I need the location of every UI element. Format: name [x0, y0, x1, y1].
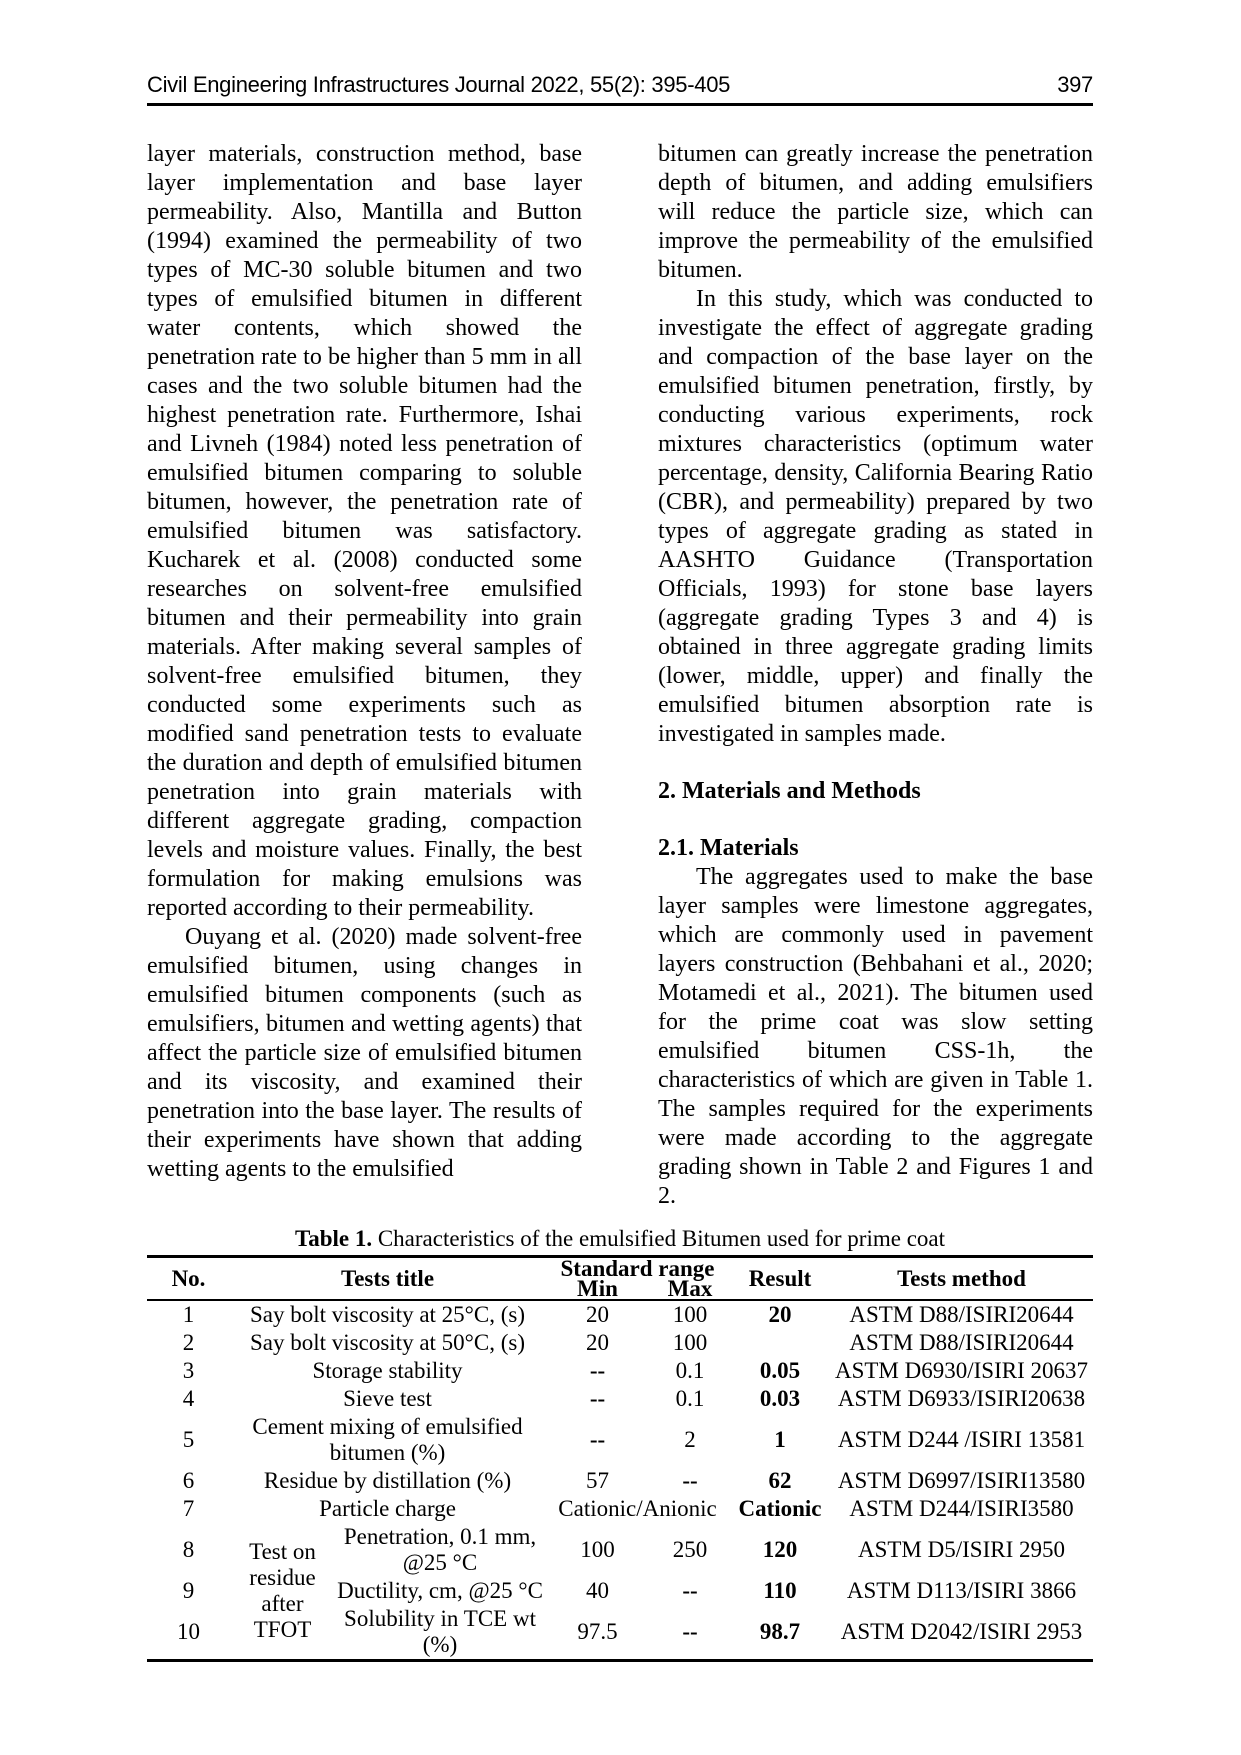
table-row — [147, 1300, 1093, 1329]
header-min: Min — [577, 1276, 618, 1301]
table-row — [147, 1413, 1093, 1467]
cell-no: 9 — [182, 1578, 195, 1603]
header-standard-range: Standard range — [560, 1256, 715, 1281]
section-heading: 2. Materials and Methods — [658, 778, 921, 804]
cell-method: ASTM D244 /ISIRI 13581 — [837, 1427, 1086, 1452]
journal-title: Civil Engineering Infrastructures Journal 2022, 55(2): 395-405 — [147, 72, 731, 97]
table-row — [147, 1467, 1093, 1495]
cell-method: ASTM D6997/ISIRI13580 — [837, 1468, 1086, 1493]
cell-max: 2 — [684, 1427, 696, 1452]
cell-group-label: Test on residue after TFOT — [249, 1539, 316, 1642]
cell-result: 98.7 — [759, 1619, 801, 1644]
table-caption-text: Characteristics of the emulsified Bitumen used for prime coat — [372, 1226, 946, 1251]
cell-result: 0.05 — [759, 1358, 801, 1383]
cell-no: 1 — [182, 1302, 195, 1327]
table-row — [147, 1495, 1093, 1523]
header-max: Max — [667, 1276, 713, 1301]
cell-method: ASTM D5/ISIRI 2950 — [857, 1537, 1065, 1562]
right-paragraph-3: The aggregates used to make the base layer samples were limestone aggregates, which are commonly used in pavement layers construction (Behbahani et al., 2020; Motamedi et al., 2021). The bitumen used for the prime coat was slow setting emulsified bitumen CSS-1h, the characteristics of which are given in Table 1. The samples required for the experiments were made according to the aggregate grading shown in Table 2 and Figures 1 and 2. — [658, 864, 1093, 1209]
characteristics-table — [147, 1255, 1093, 1662]
cell-method: ASTM D88/ISIRI20644 — [849, 1302, 1074, 1327]
cell-min: -- — [589, 1358, 606, 1383]
cell-result: 62 — [768, 1468, 792, 1493]
cell-result: Cationic — [738, 1496, 822, 1521]
table-row — [147, 1357, 1093, 1385]
right-paragraph-2: In this study, which was conducted to investigate the effect of aggregate grading and compaction of the base layer on the emulsified bitumen penetration, firstly, by conducting various experiments, rock mixtures characteristics (optimum water percentage, density, California Bearing Ratio (CBR), and permeability) prepared by two types of aggregate grading as stated in AASHTO Guidance (Transportation Officials, 1993) for stone base layers (aggregate grading Types 3 and 4) is obtained in three aggregate grading limits (lower, middle, upper) and finally the emulsified bitumen absorption rate is investigated in samples made. — [658, 286, 1093, 747]
cell-title: Say bolt viscosity at 25°C, (s) — [250, 1302, 525, 1327]
cell-min: -- — [589, 1427, 606, 1452]
cell-title: Sieve test — [343, 1386, 432, 1411]
cell-title: Say bolt viscosity at 50°C, (s) — [250, 1330, 525, 1355]
left-paragraph-2: Ouyang et al. (2020) made solvent-free emulsified bitumen, using changes in emulsified bitumen components (such as emulsifiers, bitumen and wetting agents) that affect the particle size of emulsified bitumen and its viscosity, and examined their penetration into the base layer. The results of their experiments have shown that adding wetting agents to the emulsified — [147, 924, 582, 1182]
cell-min: 20 — [586, 1302, 609, 1327]
cell-max: 0.1 — [675, 1386, 705, 1411]
cell-max: -- — [682, 1619, 698, 1644]
cell-no: 8 — [182, 1537, 195, 1562]
cell-title: Penetration, 0.1 mm, @25 °C — [343, 1524, 537, 1575]
header-result: Result — [748, 1265, 812, 1291]
cell-max: -- — [682, 1468, 698, 1493]
cell-max: 250 — [672, 1537, 708, 1562]
cell-no: 6 — [182, 1468, 195, 1493]
cell-no: 10 — [177, 1619, 200, 1644]
cell-method: ASTM D113/ISIRI 3866 — [846, 1578, 1077, 1603]
cell-title: Cement mixing of emulsified bitumen (%) — [252, 1414, 523, 1465]
header-tests-method: Tests method — [897, 1265, 1026, 1291]
table-1-block — [147, 1226, 1093, 1662]
cell-range: Cationic/Anionic — [558, 1496, 717, 1521]
table-row — [147, 1385, 1093, 1413]
cell-method: ASTM D6933/ISIRI20638 — [837, 1386, 1086, 1411]
cell-method: ASTM D244/ISIRI3580 — [849, 1496, 1074, 1521]
right-column — [658, 140, 1093, 1211]
left-paragraph-1: layer materials, construction method, base layer implementation and base layer permeability. Also, Mantilla and Button (1994) examined the permeability of two types of MC-30 soluble bitumen and two types of emulsified bitumen in different water contents, which showed the penetration rate to be higher than 5 mm in all cases and the two soluble bitumen had the highest penetration rate. Furthermore, Ishai and Livneh (1984) noted less penetration of emulsified bitumen comparing to soluble bitumen, however, the penetration rate of emulsified bitumen was satisfactory. Kucharek et al. (2008) conducted some researches on solvent-free emulsified bitumen and their permeability into grain materials. After making several samples of solvent-free emulsified bitumen, they conducted some experiments such as modified sand penetration tests to evaluate the duration and depth of emulsified bitumen penetration into grain materials with different aggregate grading, compaction levels and moisture values. Finally, the best formulation for making emulsions was reported according to their permeability. — [147, 141, 582, 921]
cell-result: 110 — [763, 1578, 797, 1603]
cell-max: -- — [682, 1578, 698, 1603]
cell-result: 1 — [774, 1427, 786, 1452]
cell-method: ASTM D2042/ISIRI 2953 — [840, 1619, 1083, 1644]
table-row — [147, 1523, 1093, 1577]
cell-title: Storage stability — [312, 1358, 463, 1383]
header-tests-title: Tests title — [340, 1265, 435, 1291]
cell-no: 7 — [182, 1496, 195, 1521]
cell-min: 97.5 — [577, 1619, 618, 1644]
table-row — [147, 1329, 1093, 1357]
cell-min: 20 — [586, 1330, 609, 1355]
cell-title: Solubility in TCE wt (%) — [344, 1606, 536, 1657]
cell-min: 40 — [586, 1578, 609, 1603]
cell-max: 100 — [672, 1330, 708, 1355]
cell-max: 100 — [672, 1302, 708, 1327]
cell-method: ASTM D6930/ISIRI 20637 — [834, 1358, 1088, 1383]
subsection-heading: 2.1. Materials — [658, 835, 799, 861]
header-no: No. — [171, 1265, 206, 1291]
cell-title: Ductility, cm, @25 °C — [337, 1578, 543, 1603]
cell-result: 0.03 — [759, 1386, 801, 1411]
cell-result — [730, 1329, 830, 1357]
left-column — [147, 140, 582, 1184]
cell-result: 120 — [762, 1537, 798, 1562]
cell-max: 0.1 — [675, 1358, 705, 1383]
cell-no: 4 — [182, 1386, 195, 1411]
cell-title: Particle charge — [319, 1496, 456, 1521]
header-rule — [147, 103, 1093, 106]
table-caption-label: Table 1. — [294, 1226, 373, 1251]
running-head — [147, 72, 1093, 98]
cell-no: 2 — [182, 1330, 195, 1355]
cell-no: 5 — [182, 1427, 195, 1452]
page-number: 397 — [1057, 72, 1093, 97]
cell-title: Residue by distillation (%) — [263, 1468, 512, 1493]
right-paragraph-1: bitumen can greatly increase the penetration depth of bitumen, and adding emulsifiers will reduce the particle size, which can improve the permeability of the emulsified bitumen. — [658, 141, 1093, 283]
cell-result: 20 — [768, 1302, 792, 1327]
cell-min: 57 — [586, 1468, 609, 1493]
cell-min: 100 — [580, 1537, 615, 1562]
cell-method: ASTM D88/ISIRI20644 — [849, 1330, 1074, 1355]
cell-min: -- — [589, 1386, 606, 1411]
cell-no: 3 — [182, 1358, 195, 1383]
table-caption — [147, 1226, 1093, 1252]
